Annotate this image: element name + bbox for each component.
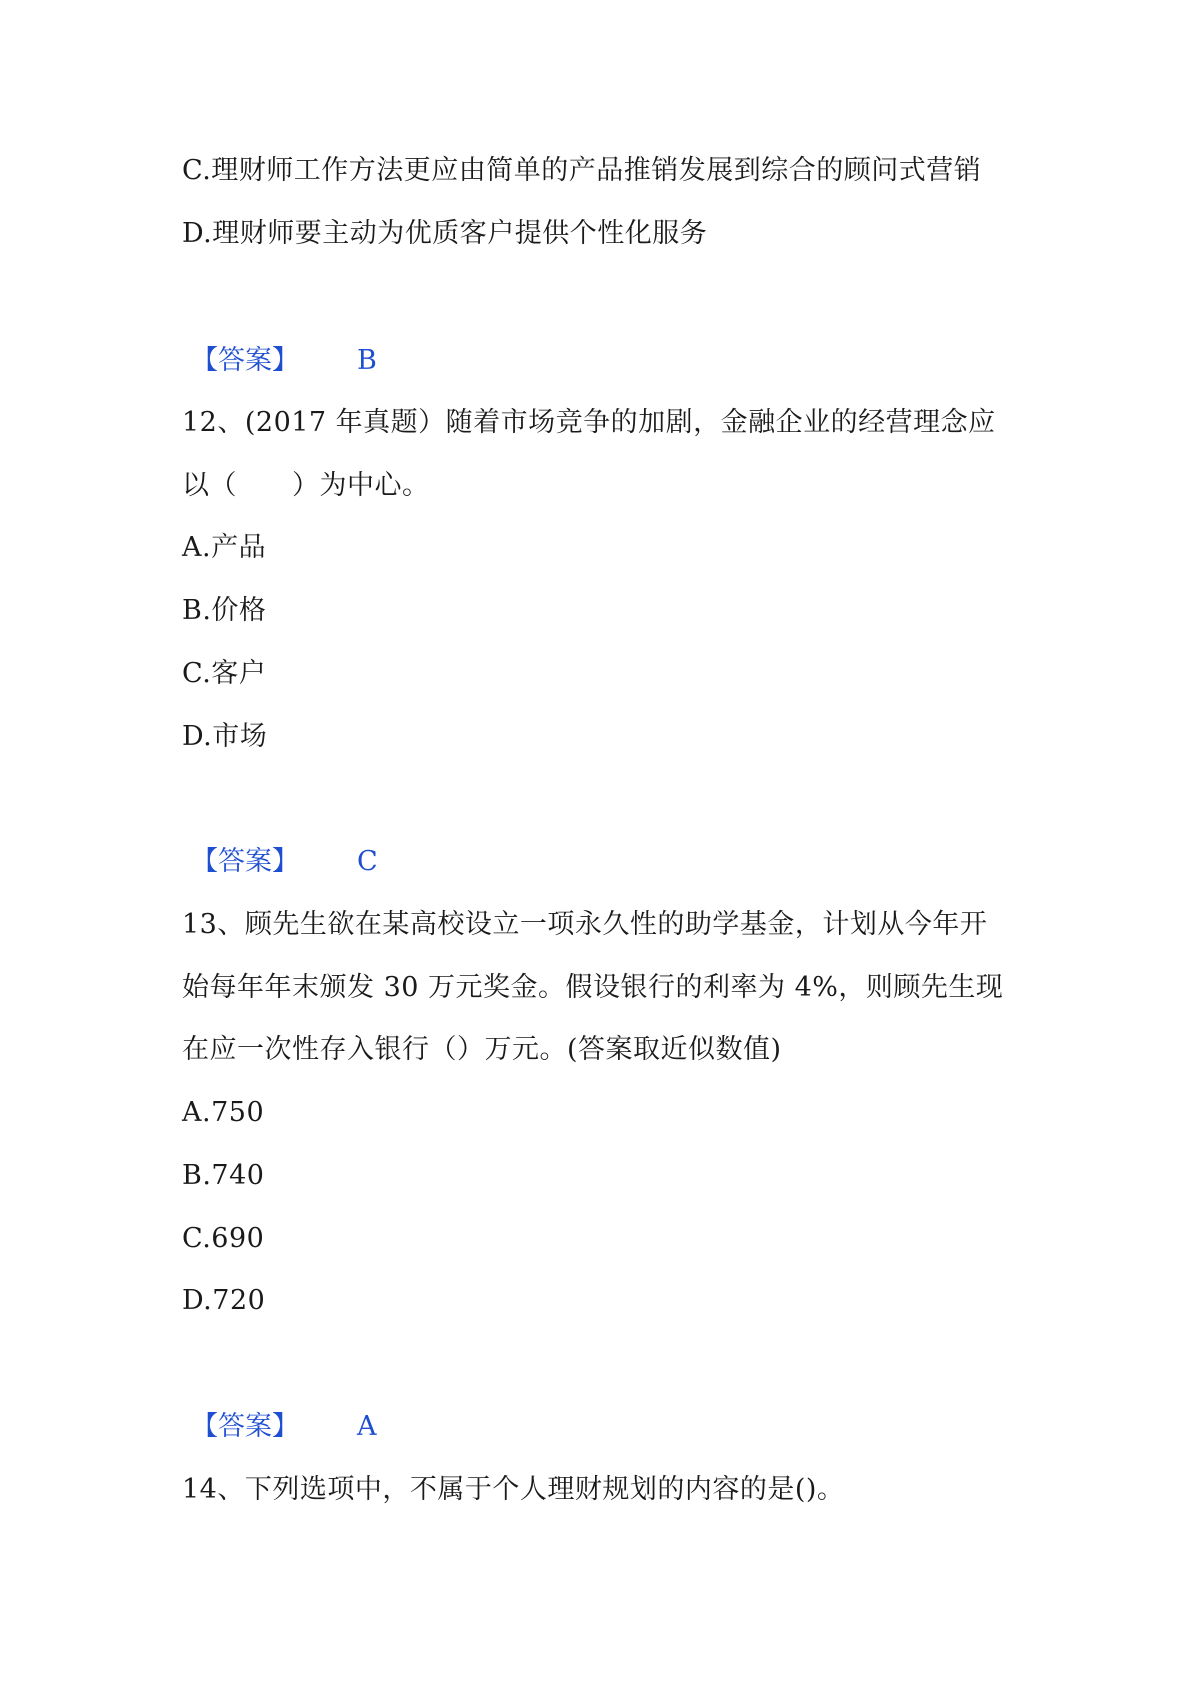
question-13-line-1: 13、顾先生欲在某高校设立一项永久性的助学基金，计划从今年开 xyxy=(182,909,988,940)
answer-value: A xyxy=(357,1411,377,1442)
answer-value: C xyxy=(357,846,378,877)
option-b-q12: B.价格 xyxy=(182,595,267,626)
option-d-q12: D.市场 xyxy=(182,721,268,752)
option-d-q11: D.理财师要主动为优质客户提供个性化服务 xyxy=(182,218,708,249)
option-a-q13: A.750 xyxy=(182,1097,265,1128)
question-13-line-3: 在应一次性存入银行（）万元。(答案取近似数值) xyxy=(182,1034,782,1065)
answer-value: B xyxy=(357,345,377,376)
question-12-line-2: 以（ ）为中心。 xyxy=(182,470,430,501)
question-14-line-1: 14、下列选项中，不属于个人理财规划的内容的是()。 xyxy=(182,1474,845,1505)
option-c-q11: C.理财师工作方法更应由简单的产品推销发展到综合的顾问式营销 xyxy=(182,155,982,186)
answer-q12 xyxy=(191,846,378,878)
option-c-q13: C.690 xyxy=(182,1223,265,1254)
question-12-line-1: 12、(2017 年真题）随着市场竞争的加剧，金融企业的经营理念应 xyxy=(182,407,996,438)
answer-label: 【答案】 xyxy=(191,846,299,877)
option-a-q12: A.产品 xyxy=(182,532,267,563)
option-d-q13: D.720 xyxy=(182,1285,266,1316)
question-13-line-2: 始每年年末颁发 30 万元奖金。假设银行的利率为 4%，则顾先生现 xyxy=(182,972,1004,1003)
option-b-q13: B.740 xyxy=(182,1160,265,1191)
answer-label: 【答案】 xyxy=(191,345,299,376)
option-c-q12: C.客户 xyxy=(182,658,267,689)
answer-label: 【答案】 xyxy=(191,1411,299,1442)
answer-q13 xyxy=(191,1411,377,1443)
answer-q11 xyxy=(191,345,377,377)
